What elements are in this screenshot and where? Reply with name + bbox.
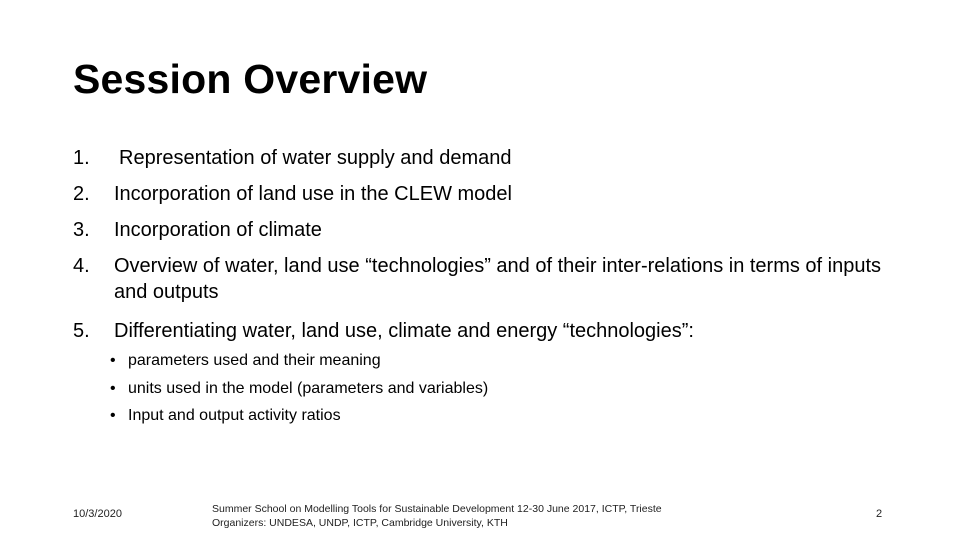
bullet-icon: • xyxy=(110,379,116,397)
list-item xyxy=(73,217,903,243)
footer-event-info xyxy=(212,502,662,530)
list-item xyxy=(73,253,903,305)
page-number: 2 xyxy=(876,508,883,520)
footer-organizers-line: Organizers: UNDESA, UNDP, ICTP, Cambridge University, KTH xyxy=(212,517,508,529)
sub-bullet-list xyxy=(110,347,488,430)
list-item-text: Representation of water supply and demand xyxy=(119,147,512,169)
bullet-text: Input and output activity ratios xyxy=(128,407,341,424)
list-item xyxy=(73,318,903,344)
slide-title: Session Overview xyxy=(73,56,428,102)
list-item-text: Differentiating water, land use, climate and energy “technologies”: xyxy=(114,320,694,342)
list-item-number: 4. xyxy=(73,255,90,277)
list-item-number: 5. xyxy=(73,320,90,342)
bullet-item xyxy=(110,402,488,430)
list-item-number: 1. xyxy=(73,147,90,169)
list-item xyxy=(73,181,903,207)
list-item-number: 2. xyxy=(73,183,90,205)
bullet-text: units used in the model (parameters and variables) xyxy=(128,379,489,397)
list-item-text: Overview of water, land use “technologies” and of their inter-relations in terms of inputs and outputs xyxy=(114,255,882,303)
bullet-item xyxy=(110,375,488,403)
bullet-icon: • xyxy=(110,352,116,369)
bullet-icon: • xyxy=(110,407,116,424)
footer-event-line: Summer School on Modelling Tools for Sustainable Development 12-30 June 2017, ICTP, Trieste xyxy=(212,503,662,515)
list-item-text: Incorporation of land use in the CLEW model xyxy=(114,183,512,205)
numbered-list xyxy=(73,145,903,354)
list-item-text: Incorporation of climate xyxy=(114,219,322,241)
bullet-text: parameters used and their meaning xyxy=(128,352,381,369)
bullet-item xyxy=(110,347,488,375)
list-item-number: 3. xyxy=(73,219,90,241)
footer-date: 10/3/2020 xyxy=(73,508,122,520)
list-item xyxy=(73,145,903,171)
